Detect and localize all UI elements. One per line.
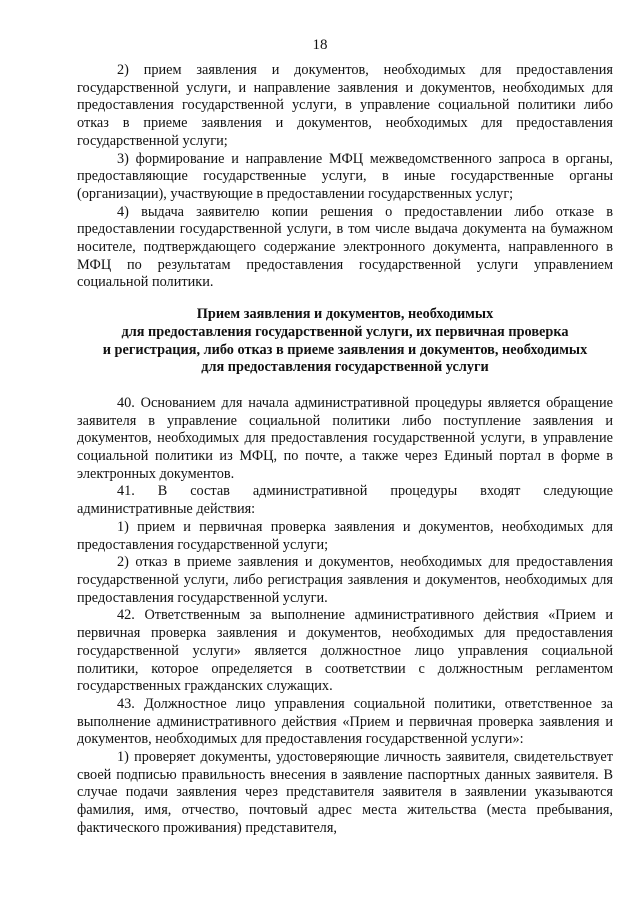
paragraph: 1) прием и первичная проверка заявления и документов, необходимых для предоставления государственной услуги; <box>77 518 613 553</box>
page-number: 18 <box>312 37 328 53</box>
paragraph: 40. Основанием для начала административной процедуры является обращение заявителя в управление социальной политики либо поступление заявления и документов, необходимых для предоставления государственной услуги, в управление социальной политики из МФЦ, по почте, а также через Единый портал в форме в электронных документов. <box>77 394 613 482</box>
heading-line: для предоставления государственной услуги, их первичная проверка <box>121 323 569 340</box>
paragraph: 2) отказ в приеме заявления и документов, необходимых для предоставления государственной услуги, либо регистрация заявления и документов, необходимых для предоставления государственной услуги. <box>77 554 613 606</box>
document-body <box>77 62 613 838</box>
heading-line: Прием заявления и документов, необходимых <box>196 306 494 323</box>
paragraph: 3) формирование и направление МФЦ межведомственного запроса в органы, предоставляющие государственные услуги, в иные государственные органы (организации), участвующие в предоставлении государственных услуг; <box>77 150 613 202</box>
paragraph: 2) прием заявления и документов, необходимых для предоставления государственной услуги, и направление заявления и документов, необходимых для предоставления государственной услуги, в управление социальной политики либо отказ в приеме заявления и документов, необходимых для предоставления государственной услуги; <box>77 62 613 149</box>
paragraph: 42. Ответственным за выполнение административного действия «Прием и первичная проверка заявления и документов, необходимых для предоставления государственной услуги» является должностное лицо управления социальной политики, которое определяется в соответствии с должностным регламентом государственных гражданских служащих. <box>77 607 613 695</box>
heading-line: и регистрация, либо отказ в приеме заявления и документов, необходимых <box>102 341 588 358</box>
section-heading <box>77 306 613 377</box>
paragraph: 43. Должностное лицо управления социальной политики, ответственное за выполнение административного действия «Прием и первичная проверка заявления и документов, необходимых для предоставления государственной услуги»: <box>77 695 613 748</box>
paragraph: 4) выдача заявителю копии решения о предоставлении либо отказе в предоставлении государственной услуги, в том числе выдача документа на бумажном носителе, подтверждающего содержание электронного документа, направленного в МФЦ по результатам предоставления государственной услуги управлением социальной политики. <box>77 203 613 291</box>
paragraph: 1) проверяет документы, удостоверяющие личность заявителя, свидетельствует своей подписью правильность внесения в заявление паспортных данных заявителя. В случае подачи заявления через представителя заявителя в заявлении указываются фамилия, имя, отчество, почтовый адрес места жительства (места пребывания, фактического проживания) представителя, <box>77 749 613 836</box>
heading-line: для предоставления государственной услуги <box>201 359 489 376</box>
paragraph: 41. В состав административной процедуры входят следующие административные действия: <box>77 483 613 518</box>
